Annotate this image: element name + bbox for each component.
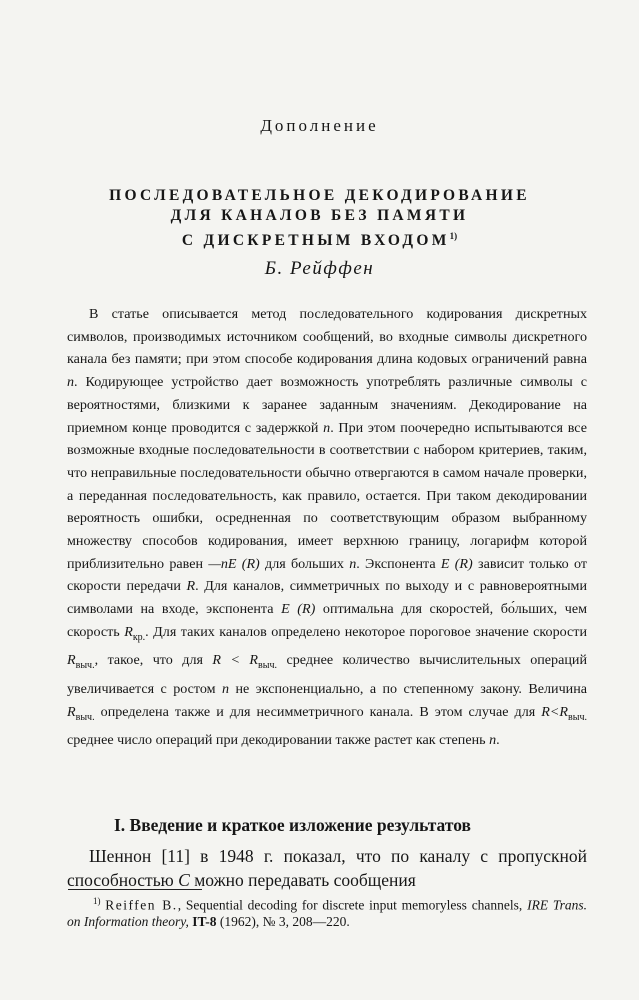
article-title <box>60 186 579 251</box>
body-text <box>67 844 587 892</box>
abstract <box>67 303 587 752</box>
title-line-1: ПОСЛЕДОВАТЕЛЬНОЕ ДЕКОДИРОВАНИЕ <box>109 187 530 204</box>
appendix-label: Дополнение <box>260 116 379 135</box>
title-footnote-mark: 1) <box>449 231 458 241</box>
body-paragraph: Шеннон [11] в 1948 г. показал, что по каналу с пропускной способностью C можно передавать сообщения <box>67 846 587 890</box>
title-line-3 <box>60 226 579 251</box>
footnote <box>67 893 587 930</box>
section-heading: I. Введение и краткое изложение результатов <box>114 815 471 835</box>
abstract-paragraph: В статье описывается метод последовательного кодирования дискретных символов, производимых источником сообщений, во входные символы дискретного канала без памяти; при этом способе кодирования длина кодовых ограничений равна n. Кодирующее устройство дает возможность употреблять различные символы с вероятностями, близкими к заранее заданным значениям. Декодирование на приемном конце проводится с задержкой n. При этом поочередно испытываются все возможные входные последовательности в соответствии с набором критериев, таким, что неправильные последовательности обычно отвергаются в самом начале проверки, а переданная последовательность, как правило, остается. При таком декодировании вероятность ошибки, осредненная по соответствующим образом выбранному множеству способов кодирования, имеет верхнюю границу, логарифм которой приблизительно равен —nE (R) для больших n. Экспонента E (R) зависит только от скорости передачи R. Для каналов, симметричных по выходу и с равновероятными символами на входе, экспонента E (R) оптимальна для скоростей, бо́льших, чем скорость $R_{кр.}$. Для таких каналов определено некоторое пороговое значение скорости $R_{выч.}$, такое, что для $R < R_{выч.}$ среднее количество вычислительных операций увеличивается с ростом n не экспоненциально, а по степенному закону. Величина $R_{выч.}$ определена также и для несимметричного канала. В этом случае для $R<R_{выч.}$ среднее число операций при декодировании также растет как степень n. <box>67 306 588 749</box>
footnote-rule <box>68 889 202 890</box>
footnote-text: $^{1)}$ Reiffen B., Sequential decoding for discrete input memoryless channels, IRE Trans. on Information theory, IT-8 (1962), № 3, 208—220. <box>67 896 587 929</box>
title-line-2: ДЛЯ КАНАЛОВ БЕЗ ПАМЯТИ <box>170 207 469 224</box>
title-line-3-text: С ДИСКРЕТНЫМ ВХОДОМ <box>181 232 450 250</box>
article-author: Б. Рейффен <box>264 258 375 279</box>
